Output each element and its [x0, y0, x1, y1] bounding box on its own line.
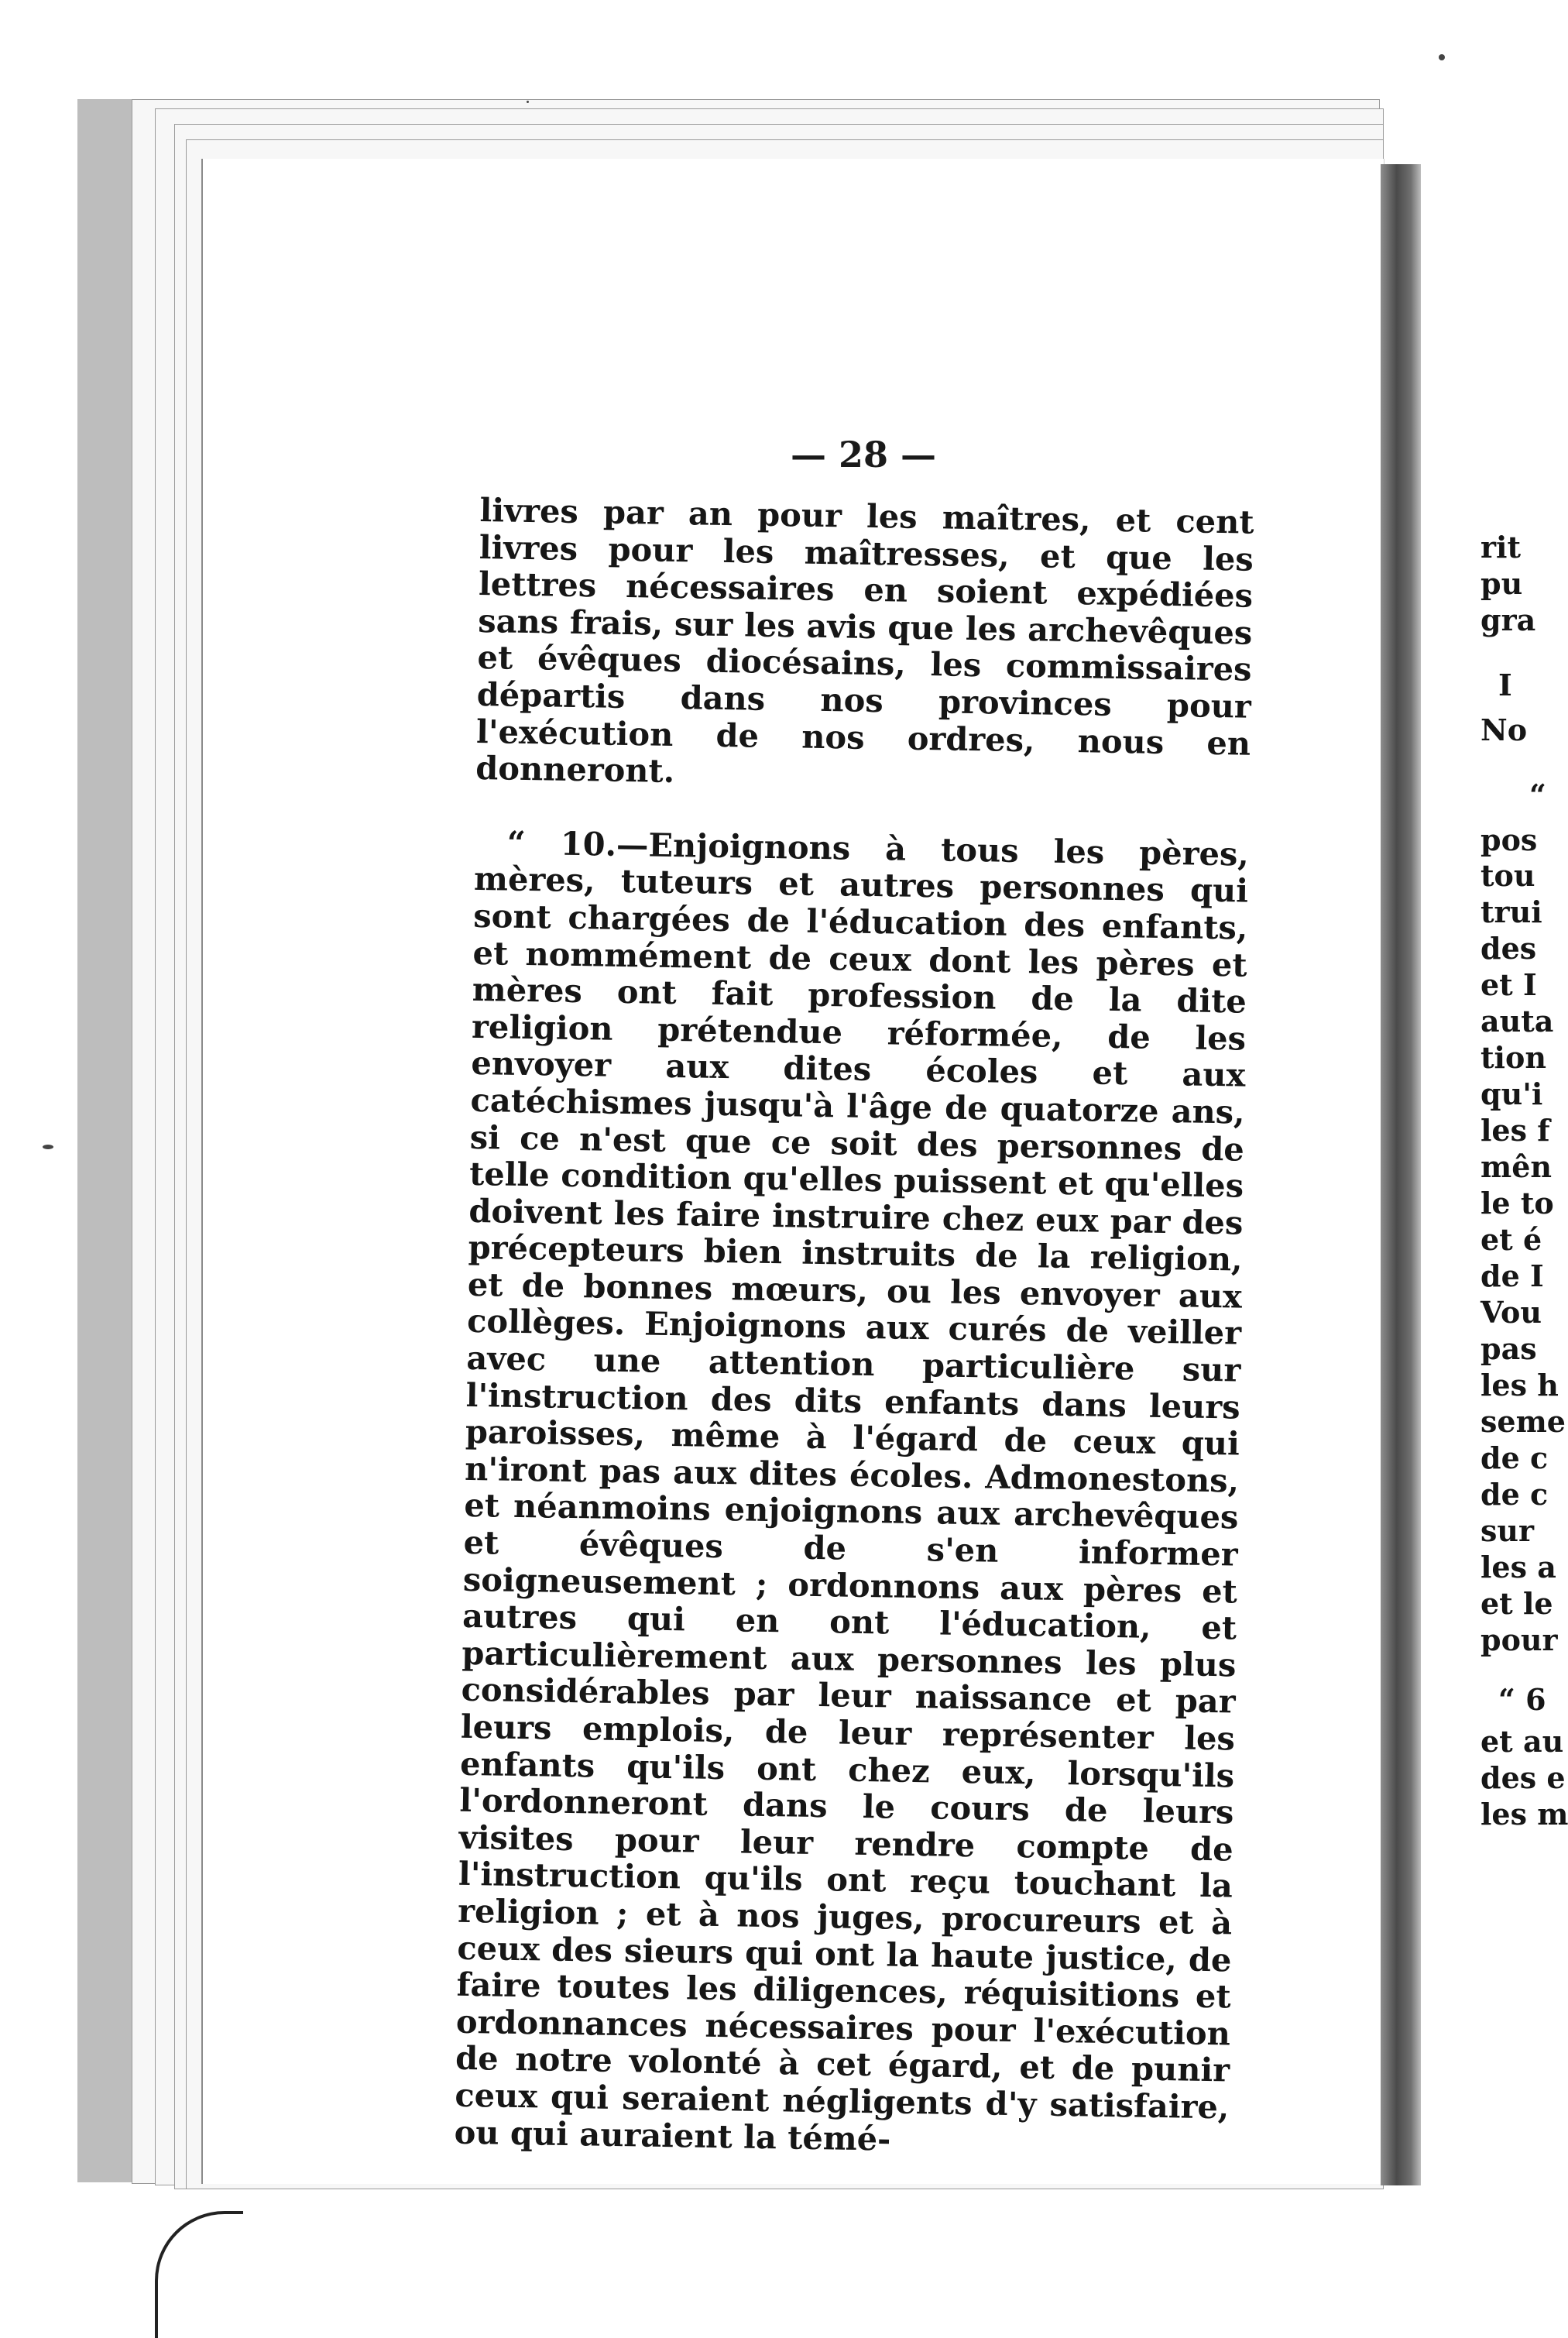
book-gutter	[1381, 164, 1421, 2185]
right-line: trui	[1481, 894, 1542, 929]
right-line: pas	[1481, 1331, 1537, 1366]
right-line: sur	[1481, 1513, 1535, 1548]
right-line: les a	[1481, 1550, 1556, 1584]
right-line: des e	[1481, 1760, 1566, 1795]
right-line: seme	[1481, 1404, 1566, 1439]
scan-speck	[43, 1145, 53, 1149]
right-line: des	[1481, 931, 1537, 966]
right-line: de c	[1481, 1440, 1549, 1475]
paragraph-article-10: “ 10.—Enjoignons à tous les pères, mères, tuteurs et autres personnes qui sont chargées de l'éducation des enfants, et nommément de ceux dont les pères et mères ont fait profession de la dite religion prétendue réformée, de les envoyer aux dites écoles et aux catéchismes jusqu'à l'âge de quatorze ans, si ce n'est que ce soit des personnes de telle condition qu'elles puissent et qu'elles doivent les faire instruire chez eux par des précepteurs bien instruits de la religion, et de bonnes mœurs, ou les envoyer aux collèges. Enjoignons aux curés de veiller avec une attention particulière sur l'instruction des dits enfants dans leurs paroisses, même à l'égard de ceux qui n'iront pas aux dites écoles. Admonestons, et néanmoins enjoignons aux archevêques et évêques de s'en informer soigneusement ; ordonnons aux pères et autres qui en ont l'éducation, et particulièrement aux personnes les plus considérables par leur naissance et par leurs emplois, de leur représenter les enfants qu'ils ont chez eux, lorsqu'ils l'ordonneront dans le cours de leurs visites pour leur rendre compte de l'instruction qu'ils ont reçu touchant la religion ; et à nos juges, procureurs et à ceux des sieurs qui ont la haute justice, de faire toutes les diligences, réquisitions et ordonnances nécessaires pour l'exécution de notre volonté à cet égard, et de punir ceux qui seraient négligents d'y satisfaire, ou qui auraient la témé-	[454, 823, 1250, 2158]
right-line: gra	[1481, 603, 1536, 637]
right-line: Vou	[1481, 1295, 1542, 1330]
right-line: et é	[1481, 1222, 1542, 1257]
right-line: les f	[1481, 1113, 1550, 1148]
scan-speck	[527, 101, 529, 103]
right-line: tou	[1481, 858, 1535, 893]
right-line: et I	[1481, 967, 1537, 1002]
scan-speck	[1439, 54, 1445, 60]
right-line: de c	[1481, 1477, 1549, 1512]
right-line: qu'i	[1481, 1076, 1543, 1111]
right-line: les h	[1481, 1368, 1559, 1402]
right-line: “ 6	[1498, 1682, 1546, 1717]
right-line: pu	[1481, 566, 1523, 601]
right-line: I	[1498, 668, 1512, 702]
right-line: de I	[1481, 1258, 1544, 1293]
right-line: et le	[1481, 1586, 1553, 1621]
page-text	[454, 492, 1254, 2163]
right-line: pos	[1481, 822, 1538, 857]
right-line: et au	[1481, 1724, 1564, 1759]
right-line: “	[1529, 778, 1546, 812]
right-line: les m	[1481, 1797, 1568, 1832]
right-line: tion	[1481, 1040, 1546, 1075]
right-line: rit	[1481, 530, 1522, 565]
right-line: le to	[1481, 1186, 1554, 1220]
right-line: No	[1481, 712, 1528, 747]
right-line: pour	[1481, 1622, 1558, 1657]
right-line: mên	[1481, 1149, 1553, 1184]
page-number: — 28 —	[790, 434, 937, 475]
right-line: auta	[1481, 1004, 1554, 1039]
page-corner-curl	[155, 2211, 243, 2338]
paragraph-continuation: livres par an pour les maîtres, et cent livres pour les maîtresses, et que les lettres nécessaires en soient expédiées sans frais, sur les avis que les archevêques et évêques diocésains, les commissaires départis dans nos provinces pour l'exécution de nos ordres, nous en donneront.	[475, 491, 1254, 791]
